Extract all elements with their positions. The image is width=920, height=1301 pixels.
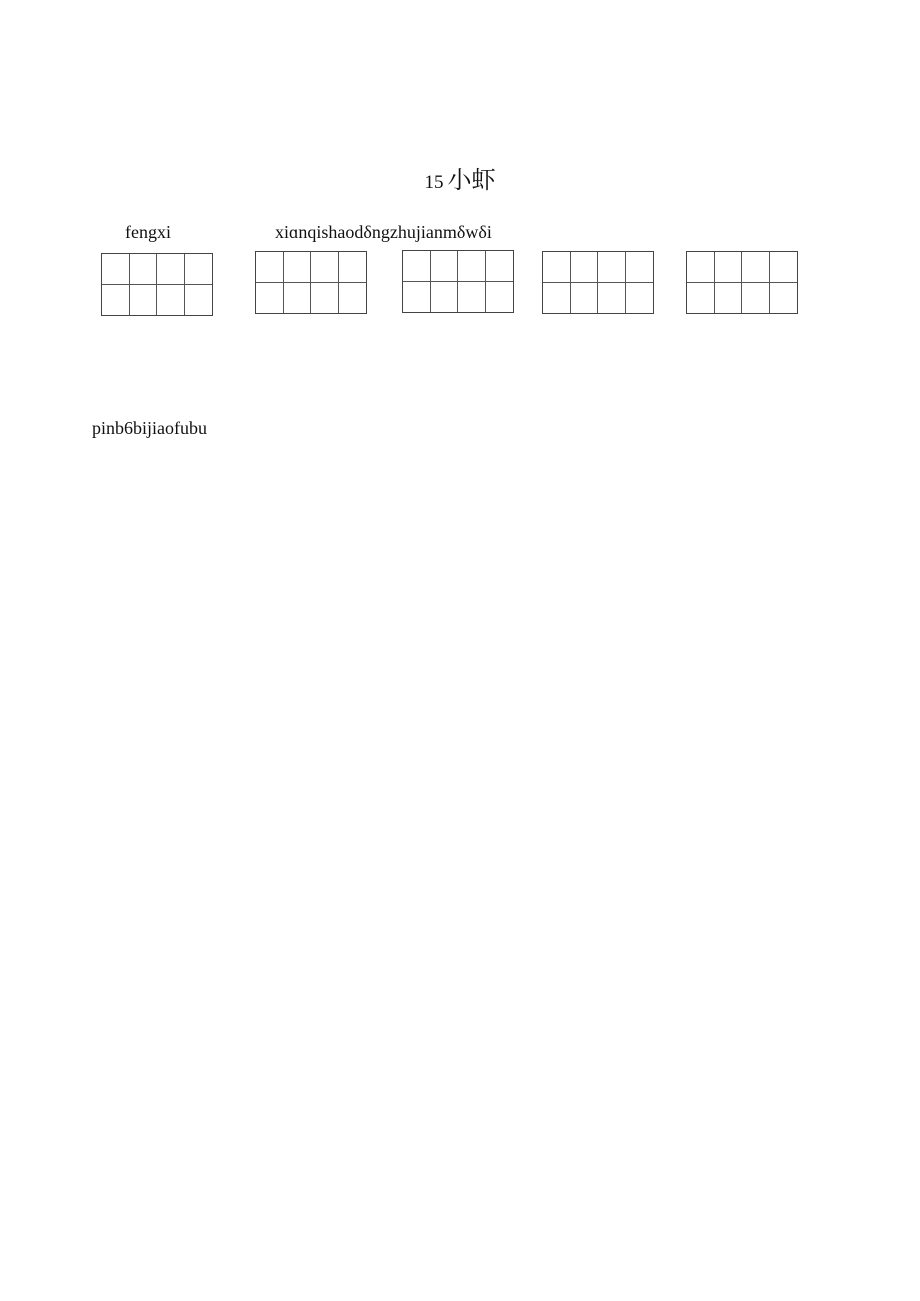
writing-cell xyxy=(543,252,571,283)
writing-cell xyxy=(571,283,599,314)
writing-cell xyxy=(256,252,284,283)
writing-cell xyxy=(403,282,431,313)
writing-cell xyxy=(102,254,130,285)
writing-cell xyxy=(486,282,514,313)
writing-cell xyxy=(157,254,185,285)
writing-grid xyxy=(255,251,367,314)
writing-cell xyxy=(130,285,158,316)
writing-grid xyxy=(542,251,654,314)
writing-cell xyxy=(687,283,715,314)
writing-cell xyxy=(431,282,459,313)
writing-cell xyxy=(770,283,798,314)
writing-cell xyxy=(311,283,339,314)
writing-cell xyxy=(339,252,367,283)
writing-cell xyxy=(770,252,798,283)
writing-grid xyxy=(686,251,798,314)
writing-cell xyxy=(102,285,130,316)
writing-cell xyxy=(185,285,213,316)
writing-cell xyxy=(185,254,213,285)
writing-grid xyxy=(402,250,514,313)
lesson-title: 小虾 xyxy=(447,166,496,194)
writing-grid xyxy=(101,253,213,316)
writing-cell xyxy=(311,252,339,283)
writing-cell xyxy=(742,283,770,314)
writing-cell xyxy=(715,252,743,283)
writing-cell xyxy=(458,282,486,313)
writing-cell xyxy=(626,283,654,314)
lesson-number: 15 xyxy=(424,172,444,193)
writing-cell xyxy=(339,283,367,314)
writing-cell xyxy=(130,254,158,285)
pinyin-prompt-3: pinb6bijiaofubu xyxy=(92,418,207,438)
writing-cell xyxy=(598,252,626,283)
writing-cell xyxy=(157,285,185,316)
pinyin-prompt-1: fengxi xyxy=(125,222,171,242)
writing-cell xyxy=(687,252,715,283)
page-title xyxy=(0,165,920,198)
writing-cell xyxy=(284,283,312,314)
writing-cell xyxy=(403,251,431,282)
writing-cell xyxy=(571,252,599,283)
writing-cell xyxy=(256,283,284,314)
writing-cell xyxy=(431,251,459,282)
pinyin-prompt-2: xiɑnqishaodδngzhujianmδwδi xyxy=(275,222,492,242)
writing-cell xyxy=(626,252,654,283)
writing-cell xyxy=(715,283,743,314)
writing-cell xyxy=(284,252,312,283)
writing-cell xyxy=(458,251,486,282)
writing-cell xyxy=(486,251,514,282)
writing-cell xyxy=(742,252,770,283)
writing-cell xyxy=(543,283,571,314)
writing-cell xyxy=(598,283,626,314)
